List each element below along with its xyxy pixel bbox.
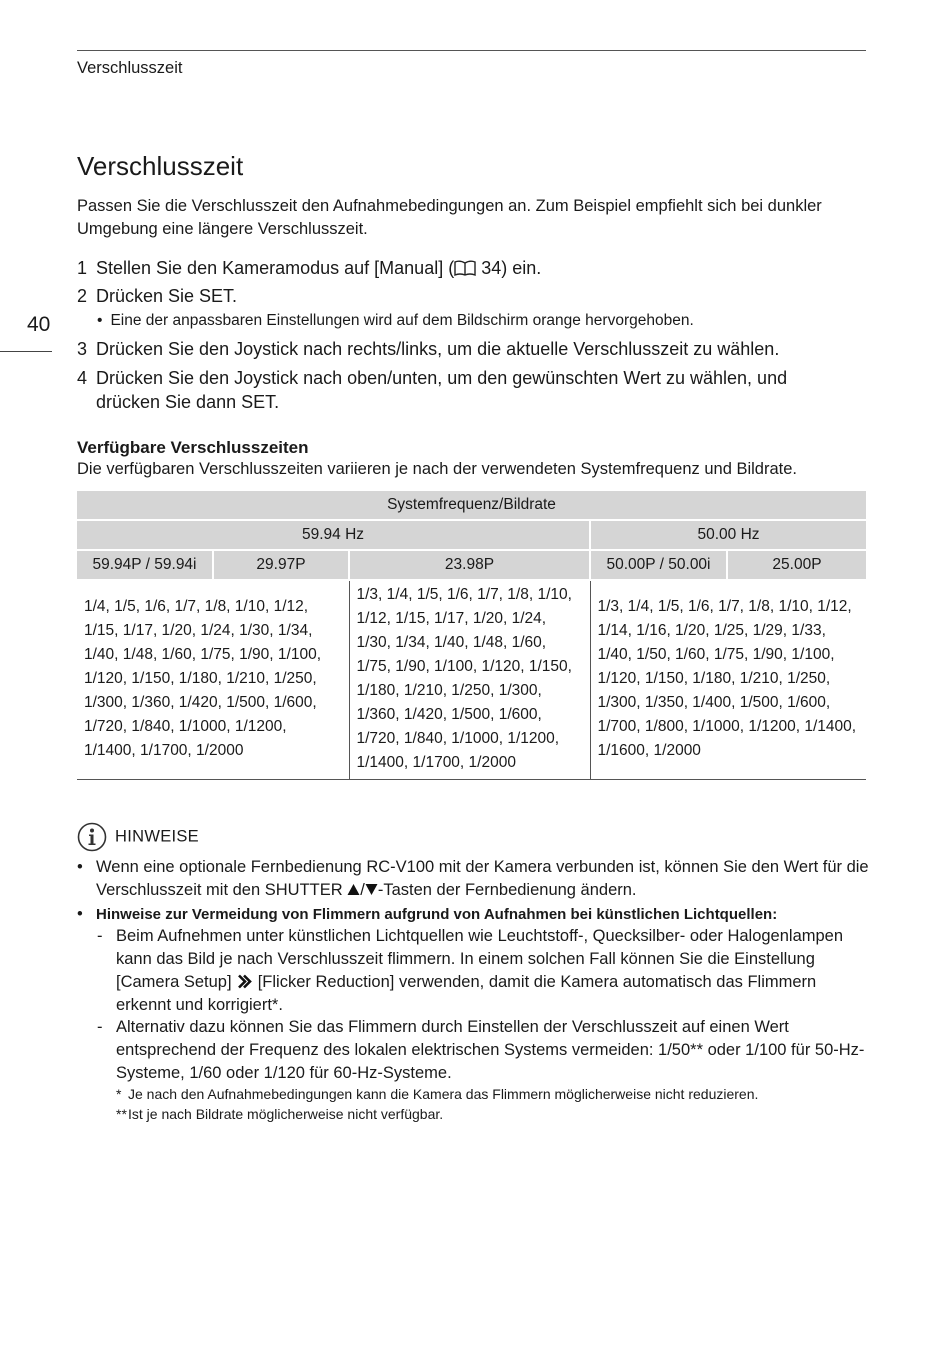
footnote-2 [116, 1104, 443, 1124]
footnote-text: Ist je nach Bildrate möglicherweise nicht verfügbar. [128, 1106, 444, 1122]
flicker-item-2 [97, 1016, 866, 1085]
triangle-up-icon [347, 883, 360, 896]
rate-header: 25.00P [727, 550, 866, 580]
running-head: Verschlusszeit [77, 59, 183, 77]
flicker-text: Alternativ dazu können Sie das Flimmern durch Einstellen der Verschlusszeit auf einen Wert entsprechend der Frequenz des lokalen elektrischen Systems vermeiden: 1/50** oder 1/100 für 50-Hz-Systeme, 1/60 oder 1/120 für 60-Hz-Systeme. [116, 1018, 865, 1082]
page-number: 40 [27, 313, 51, 336]
footnote-mark: ** [116, 1106, 127, 1122]
notes-label: HINWEISE [115, 827, 199, 846]
info-icon [77, 822, 107, 852]
step-text: Stellen Sie den Kameramodus auf [Manual] ( [96, 258, 455, 278]
table-cell-2398 [349, 580, 590, 780]
step-text: Drücken Sie den Joystick nach rechts/links, um die aktuelle Verschlusszeit zu wählen. [96, 339, 780, 359]
flicker-text: Beim Aufnehmen unter künstlichen Lichtquellen wie Leuchtstoff-, Quecksilber- oder Halogenlampen kann das Bild je nach Verschlusszeit flimmern. In einem solchen Fall können Sie die Einstellung [Camera Setup] [116, 927, 844, 991]
section-text: Die verfügbaren Verschlusszeiten variieren je nach der verwendeten Systemfrequenz und Bildrate. [77, 460, 797, 478]
rate-header: 23.98P [349, 550, 590, 580]
cell-values: 1/4, 1/5, 1/6, 1/7, 1/8, 1/10, 1/12, 1/15, 1/17, 1/20, 1/24, 1/30, 1/34, 1/40, 1/48, 1/60, 1/75, 1/90, 1/100, 1/120, 1/150, 1/180, 1/210, 1/250, 1/300, 1/360, 1/420, 1/500, 1/600, 1/720, 1/840, 1/1000, 1/1200, 1/1400, 1/1700, 1/2000 [84, 598, 321, 759]
rate-header: 50.00P / 50.00i [590, 550, 727, 580]
table-cell-5000 [590, 580, 866, 780]
step-number: 1 [77, 258, 88, 278]
cell-values: 1/3, 1/4, 1/5, 1/6, 1/7, 1/8, 1/10, 1/12, 1/15, 1/17, 1/20, 1/24, 1/30, 1/34, 1/40, 1/48, 1/60, 1/75, 1/90, 1/100, 1/120, 1/150, 1/180, 1/210, 1/250, 1/300, 1/360, 1/420, 1/500, 1/600, 1/720, 1/840, 1/1000, 1/1200, 1/1400, 1/1700, 1/2000 [356, 586, 572, 771]
dash-marker: - [97, 1018, 103, 1036]
step-number: 4 [77, 368, 88, 388]
shutter-speed-table [77, 491, 866, 780]
triangle-down-icon [365, 883, 378, 896]
notes-heading [77, 822, 199, 852]
bullet-icon: • [77, 858, 83, 876]
rate-header: 29.97P [213, 550, 349, 580]
step-3 [77, 337, 856, 361]
step-1 [77, 256, 856, 280]
step-text-after: 34) ein. [476, 258, 542, 278]
rate-header: 59.94P / 59.94i [77, 550, 213, 580]
flicker-text-after: [Flicker Reduction] verwenden, damit die Kamera automatisch das Flimmern erkennt und korrigiert*. [116, 973, 817, 1014]
page-title: Verschlusszeit [77, 151, 244, 181]
table-header: Systemfrequenz/Bildrate [77, 491, 866, 520]
note-text-after: -Tasten der Fernbedienung ändern. [377, 881, 637, 899]
note-text: Wenn eine optionale Fernbedienung RC-V100 mit der Kamera verbunden ist, können Sie den Wert für die Verschlusszeit mit den SHUTTER [96, 858, 869, 899]
page-number-rule [0, 351, 52, 352]
footnote-mark: * [116, 1086, 122, 1102]
step-number: 2 [77, 286, 88, 306]
note-flicker-title: Hinweise zur Vermeidung von Flimmern aufgrund von Aufnahmen bei künstlichen Lichtquellen: [96, 906, 778, 923]
flicker-item-1 [97, 925, 866, 1017]
header-rule [77, 50, 866, 51]
bullet-text: Eine der anpassbaren Einstellungen wird auf dem Bildschirm orange hervorgehoben. [110, 312, 694, 329]
note-flicker [77, 903, 871, 926]
step-number: 3 [77, 339, 88, 359]
book-icon [454, 260, 476, 276]
note-remote: • Wenn eine optionale Fernbedienung RC-V100 mit der Kamera verbunden ist, können Sie den Wert für die Verschlusszeit mit den SHUTTER / -Tasten der Fernbedienung ändern. [77, 858, 869, 899]
chevron-right-icon [236, 973, 253, 990]
footnote-1 [116, 1084, 758, 1104]
step-2 [77, 284, 856, 308]
dash-marker: - [97, 927, 103, 945]
freq-5994-header: 59.94 Hz [77, 520, 590, 550]
section-heading: Verfügbare Verschlusszeiten [77, 438, 309, 457]
bullet-icon: • [97, 312, 103, 329]
freq-5000-header: 50.00 Hz [590, 520, 866, 550]
table-cell-5994-2997 [77, 580, 349, 780]
intro-paragraph: Passen Sie die Verschlusszeit den Aufnahmebedingungen an. Zum Beispiel empfiehlt sich bei dunkler Umgebung eine längere Verschlusszeit. [77, 197, 822, 238]
footnote-text: Je nach den Aufnahmebedingungen kann die Kamera das Flimmern möglicherweise nicht reduzieren. [128, 1086, 759, 1102]
step-4 [77, 366, 856, 414]
cell-values: 1/3, 1/4, 1/5, 1/6, 1/7, 1/8, 1/10, 1/12, 1/14, 1/16, 1/20, 1/25, 1/29, 1/33, 1/40, 1/50, 1/60, 1/75, 1/90, 1/100, 1/120, 1/150, 1/180, 1/210, 1/250, 1/300, 1/350, 1/400, 1/500, 1/600, 1/700, 1/800, 1/1000, 1/1200, 1/1400, 1/1600, 1/2000 [597, 598, 857, 759]
step-text: Drücken Sie den Joystick nach oben/unten, um den gewünschten Wert zu wählen, und drücken Sie dann SET. [96, 368, 788, 412]
step-2-bullet [97, 312, 694, 330]
step-text: Drücken Sie SET. [96, 286, 238, 306]
bullet-icon: • [77, 905, 83, 923]
